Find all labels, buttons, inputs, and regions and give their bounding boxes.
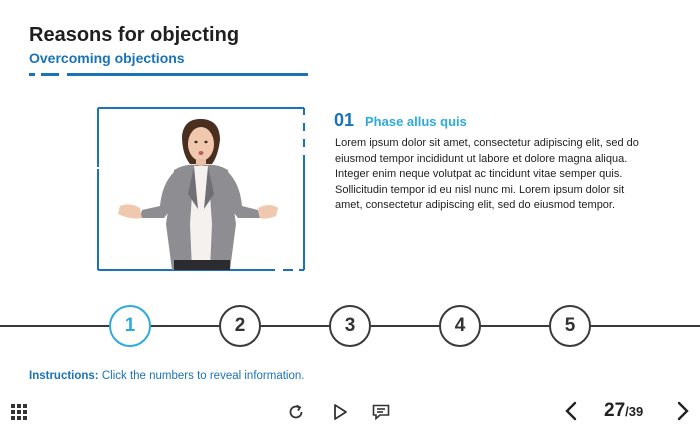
play-icon[interactable]: [330, 402, 350, 422]
title-underline: [29, 73, 308, 76]
current-page: 27: [604, 400, 626, 421]
instructions: [29, 370, 304, 382]
timeline-step-5[interactable]: 5: [549, 305, 591, 347]
timeline-step-3[interactable]: 3: [329, 305, 371, 347]
woman-shrugging-photo: [112, 114, 282, 270]
comment-icon[interactable]: [371, 402, 391, 422]
previous-icon[interactable]: [560, 400, 582, 422]
next-icon[interactable]: [672, 400, 694, 422]
page-title: Reasons for objecting: [29, 24, 240, 46]
replay-icon[interactable]: [286, 402, 306, 422]
total-pages: /39: [625, 404, 644, 419]
timeline-step-1[interactable]: 1: [109, 305, 151, 347]
timeline-step-2[interactable]: 2: [219, 305, 261, 347]
phase-description: Lorem ipsum dolor sit amet, consectetur adipiscing elit, sed do eiusmod tempor incididunt ut labore et dolore magna aliqua. Integer enim neque volutpat ac tincidunt vitae semper quis. Sollicitudin tempor id eu nisl nunc mi. Lorem ipsum dolor sit amet, consectetur adipiscing elit, sed do eiusmod tempor.: [335, 137, 639, 212]
phase-number: 01: [334, 110, 355, 130]
instructions-label: Instructions:: [29, 370, 99, 382]
phase-title: Phase allus quis: [365, 114, 467, 129]
page-indicator: [604, 400, 643, 422]
timeline-step-4[interactable]: 4: [439, 305, 481, 347]
page-subtitle: Overcoming objections: [29, 50, 185, 66]
instructions-text: Click the numbers to reveal information.: [98, 370, 305, 382]
menu-grid-icon[interactable]: [10, 403, 28, 421]
